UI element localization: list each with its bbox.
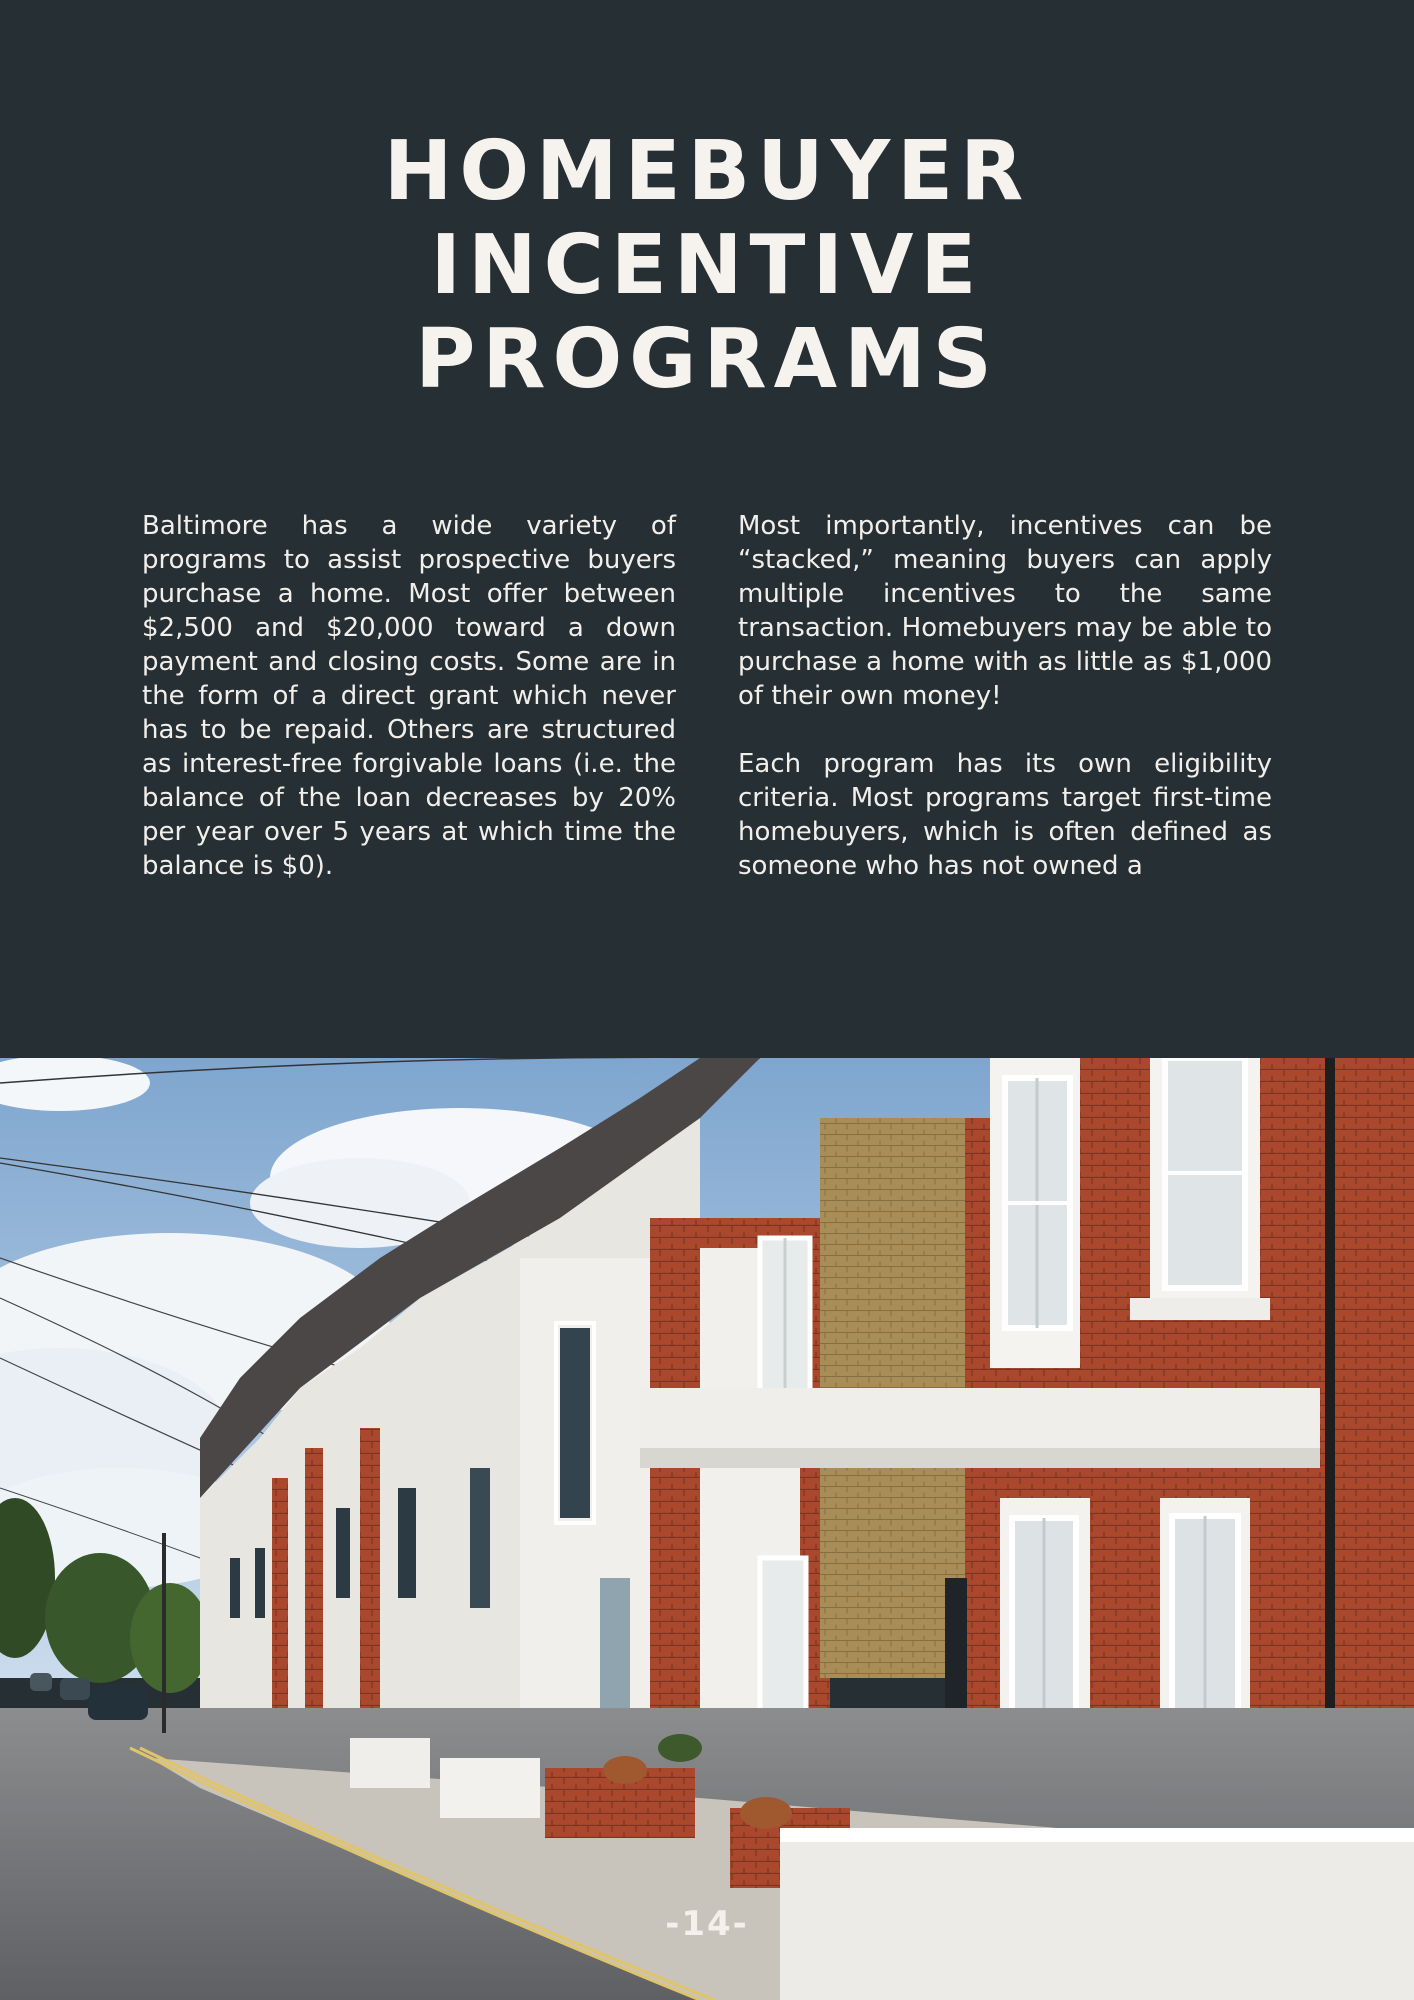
page-title <box>0 125 1414 407</box>
page-number: -14- <box>665 1904 749 1944</box>
title-line: HOMEBUYER <box>383 124 1031 219</box>
title-line: INCENTIVE <box>430 218 984 313</box>
right-column <box>738 509 1272 917</box>
left-column <box>142 509 676 917</box>
body-paragraph: Baltimore has a wide variety of programs to assist prospective buyers purchase a home. Most offer between $2,500 and $20,000 toward a down payment and closing costs. Some are in the form of a direct grant which never has to be repaid. Others are structured as interest-free forgivable loans (i.e. the balance of the loan decreases by 20% per year over 5 years at which time the balance is $0). <box>142 511 676 881</box>
body-paragraph: Most importantly, incentives can be “stacked,” meaning buyers can apply multiple incentives to the same transaction. Homebuyers may be able to purchase a home with as little as $1,000 of their own money! <box>738 511 1272 711</box>
terraced-houses-photo <box>0 1058 1414 2000</box>
body-paragraph: Each program has its own eligibility criteria. Most programs target first-time homebuyers, which is often defined as someone who has not owned a <box>738 749 1272 881</box>
title-line: PROGRAMS <box>415 312 999 407</box>
